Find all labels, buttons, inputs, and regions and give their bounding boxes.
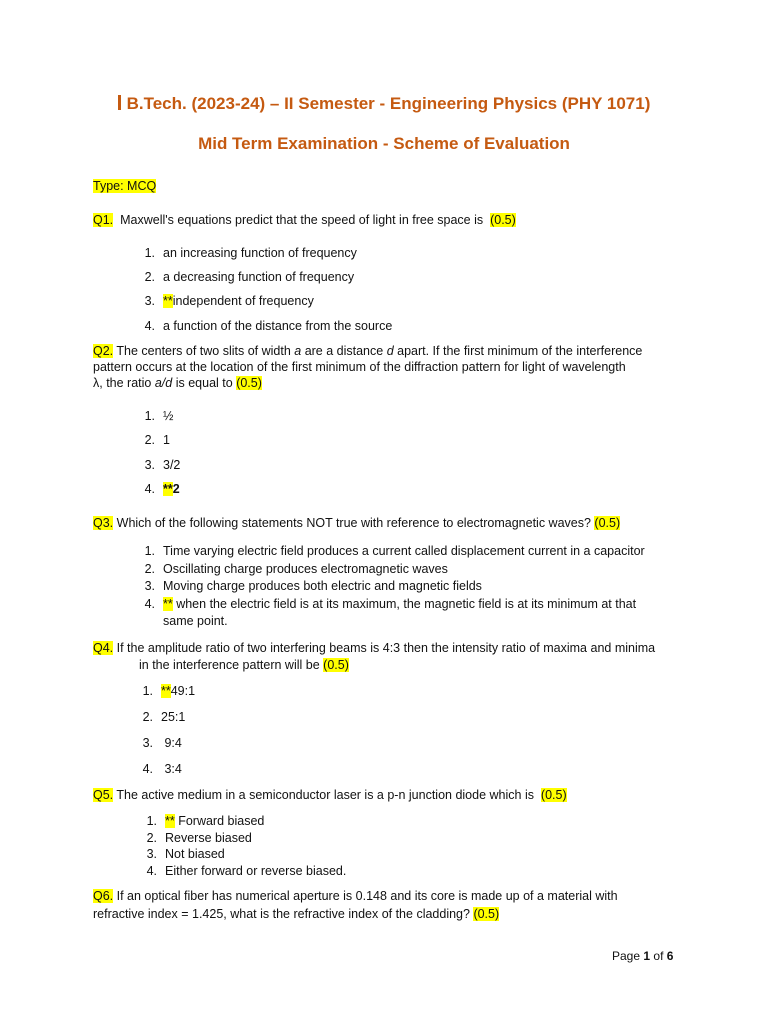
question-2-line-2: pattern occurs at the location of the first minimum of the diffraction pattern for light of wavelength (93, 360, 626, 374)
question-number: Q4. (93, 641, 114, 655)
marks: (0.5) (473, 907, 500, 921)
title-text: B.Tech. (2023-24) – II Semester - Engineering Physics (PHY 1071) (126, 94, 651, 113)
q2-option-4: 4. **2 (144, 482, 180, 496)
question-number: Q5. (93, 788, 114, 802)
question-6-line-2: refractive index = 1.425, what is the refractive index of the cladding? (0.5) (93, 907, 500, 921)
q4-option-1: 1. **49:1 (142, 684, 196, 698)
question-number: Q2. (93, 344, 114, 358)
q5-option-3: 3. Not biased (146, 847, 225, 861)
q4-option-3: 3. 9:4 (142, 736, 182, 750)
question-1 (93, 212, 516, 228)
page-title (0, 94, 768, 114)
answer-mark: ** (161, 684, 171, 698)
question-3: Q3. Which of the following statements NOT true with reference to electromagnetic waves? (0.5) (93, 516, 621, 530)
q2-option-1: 1. ½ (144, 409, 174, 423)
answer-mark: ** (165, 814, 175, 828)
q3-option-4: 4. ** when the electric field is at its maximum, the magnetic field is at its minimum at that (144, 597, 637, 611)
q3-option-4-cont: same point. (163, 614, 228, 628)
q1-option-3: 3. **independent of frequency (144, 294, 314, 308)
marks: (0.5) (540, 788, 567, 802)
title-bar-mark (118, 95, 121, 110)
q3-option-3: 3. Moving charge produces both electric and magnetic fields (144, 579, 482, 593)
question-number: Q6. (93, 889, 114, 903)
q5-option-2: 2. Reverse biased (146, 831, 252, 845)
page-subtitle: Mid Term Examination - Scheme of Evaluation (198, 134, 570, 153)
question-6: Q6. If an optical fiber has numerical aperture is 0.148 and its core is made up of a material with (93, 889, 618, 903)
answer-mark: ** (163, 294, 173, 308)
marks: (0.5) (594, 516, 621, 530)
q5-option-1: 1. ** Forward biased (146, 814, 265, 828)
question-4: Q4. If the amplitude ratio of two interfering beams is 4:3 then the intensity ratio of maxima and minima (93, 641, 656, 655)
q1-option-4: 4. a function of the distance from the source (144, 319, 393, 333)
marks: (0.5) (236, 376, 262, 390)
marks: (0.5) (323, 658, 349, 672)
marks: (0.5) (490, 213, 516, 227)
type-label: Type: MCQ (93, 179, 157, 193)
q2-option-2: 2. 1 (144, 433, 170, 447)
question-number: Q3. (93, 516, 114, 530)
question-5: Q5. The active medium in a semiconductor laser is a p-n junction diode which is (0.5) (93, 788, 567, 802)
answer-mark: ** (163, 482, 173, 496)
q2-option-3: 3. 3/2 (144, 458, 181, 472)
page-number: Page 1 of 6 (612, 949, 674, 963)
q4-option-2: 2. 25:1 (142, 710, 186, 724)
q1-option-2: 2. a decreasing function of frequency (144, 270, 355, 284)
question-2: Q2. The centers of two slits of width a are a distance d apart. If the first minimum of the interference (93, 344, 643, 358)
q3-option-2: 2. Oscillating charge produces electromagnetic waves (144, 562, 448, 576)
q1-option-1: 1. an increasing function of frequency (144, 246, 357, 260)
answer-mark: ** (163, 597, 173, 611)
question-4-line-2: in the interference pattern will be (0.5) (139, 658, 349, 672)
question-number: Q1. (93, 213, 114, 227)
q4-option-4: 4. 3:4 (142, 762, 182, 776)
q3-option-1: 1. Time varying electric field produces a current called displacement current in a capacitor (144, 544, 645, 558)
question-2-line-3: λ, the ratio a/d is equal to (0.5) (93, 376, 262, 390)
question-text: Maxwell's equations predict that the speed of light in free space is (120, 213, 484, 227)
q5-option-4: 4. Either forward or reverse biased. (146, 864, 347, 878)
